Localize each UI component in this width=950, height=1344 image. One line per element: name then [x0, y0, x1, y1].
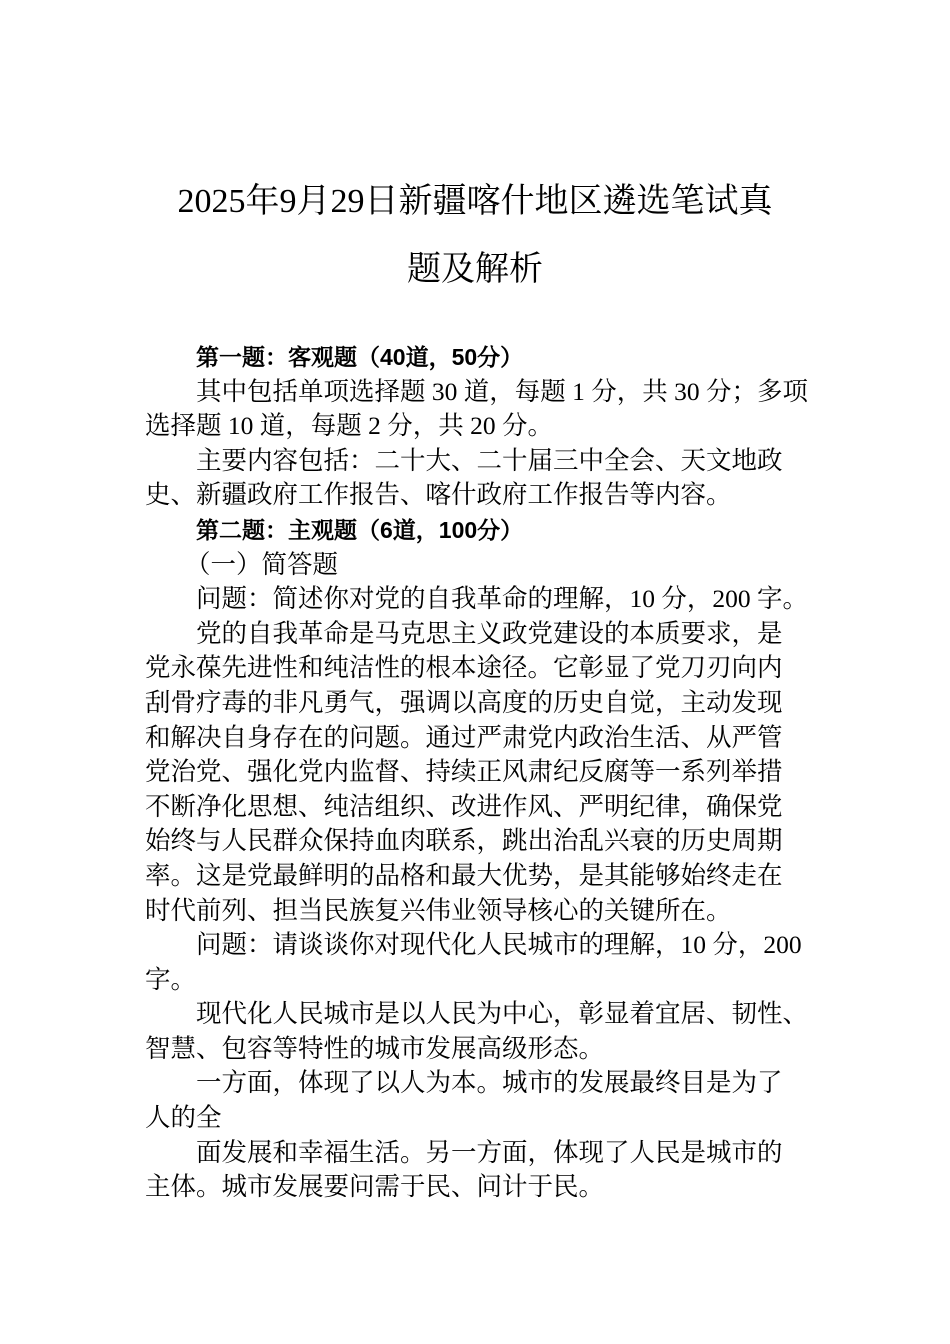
- text-line: 现代化人民城市是以人民为中心，彰显着宜居、韧性、: [196, 999, 809, 1029]
- text-line: 不断净化思想、纯洁组织、改进作风、严明纪律，确保党: [145, 791, 783, 821]
- text-line: 始终与人民群众保持血肉联系，跳出治乱兴衰的历史周期: [145, 826, 783, 856]
- question-line: 问题：简述你对党的自我革命的理解，10 分，200 字。: [196, 584, 809, 614]
- section-heading-subjective: 第二题：主观题（6道，100分）: [196, 516, 524, 543]
- question-line: 问题：请谈谈你对现代化人民城市的理解，10 分，200: [196, 930, 802, 960]
- text-line: 字。: [145, 964, 197, 994]
- document-title-line-2: 题及解析: [407, 251, 543, 288]
- text-line: 主体。城市发展要问需于民、问计于民。: [145, 1172, 605, 1202]
- text-line: 其中包括单项选择题 30 道，每题 1 分，共 30 分；多项: [196, 376, 809, 406]
- text-line: 率。这是党最鲜明的品格和最大优势，是其能够始终走在: [145, 860, 783, 890]
- text-line: 史、新疆政府工作报告、喀什政府工作报告等内容。: [145, 480, 732, 510]
- text-line: 选择题 10 道，每题 2 分，共 20 分。: [145, 411, 554, 441]
- text-line: 面发展和幸福生活。另一方面，体现了人民是城市的: [196, 1137, 783, 1167]
- text-line: 主要内容包括：二十大、二十届三中全会、天文地政: [196, 445, 783, 475]
- text-line: 时代前列、担当民族复兴伟业领导核心的关键所在。: [145, 895, 732, 925]
- document-body: [145, 340, 810, 1205]
- text-line: 智慧、包容等特性的城市发展高级形态。: [145, 1033, 605, 1063]
- text-line: 人的全: [145, 1103, 222, 1133]
- text-line: 刮骨疗毒的非凡勇气，强调以高度的历史自觉，主动发现: [145, 687, 783, 717]
- text-line: 党永葆先进性和纯洁性的根本途径。它彰显了党刀刃向内: [145, 653, 783, 683]
- text-line: 和解决自身存在的问题。通过严肃党内政治生活、从严管: [145, 722, 783, 752]
- text-line: 党的自我革命是马克思主义政党建设的本质要求，是: [196, 618, 783, 648]
- document-title-line-1: 2025年9月29日新疆喀什地区遴选笔试真: [177, 183, 773, 220]
- text-line: 一方面，体现了以人为本。城市的发展最终目是为了: [196, 1068, 783, 1098]
- section-heading-objective: 第一题：客观题（40道，50分）: [196, 344, 524, 370]
- subsection-heading: （一）简答题: [185, 549, 339, 579]
- text-line: 党治党、强化党内监督、持续正风肃纪反腐等一系列举措: [145, 757, 783, 787]
